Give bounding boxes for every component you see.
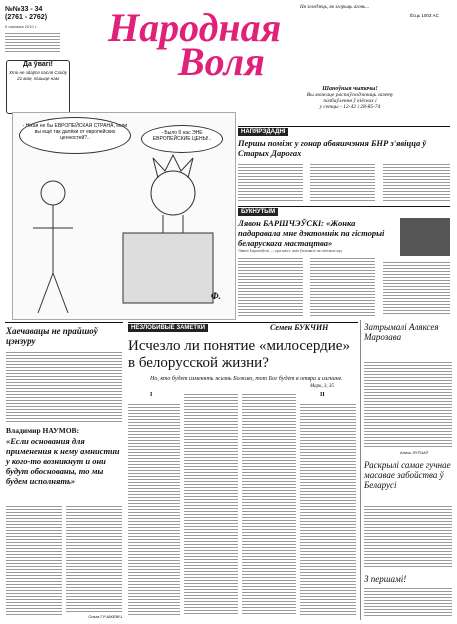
section-2-col-1 xyxy=(238,256,303,316)
main-col-2 xyxy=(184,392,238,616)
left-text-1 xyxy=(6,350,122,422)
section-1-col-3 xyxy=(383,162,450,202)
issue-info-text xyxy=(5,31,60,53)
right-title-2: Раскрылі самае гучнае масавае забойства ў Беларусі xyxy=(364,460,451,490)
teaser-title: Да ўвагі! xyxy=(22,61,53,68)
top-right-note: Ёсць 1003 АС xyxy=(410,13,439,18)
issue-date: 5 сакавіка 2010 г. xyxy=(5,24,37,29)
announcement-line-2: Вы можаце распаўсюджваць газету xyxy=(306,92,394,98)
right-text-3 xyxy=(364,586,452,618)
left-label-1: Хаечавацы не прайшоў цэнзуру xyxy=(6,326,98,346)
section-1-col-2 xyxy=(310,162,375,202)
main-epigraph: Но, кто будет изменять жизнь Божию, тот Бог будет в отвра и изгнане. xyxy=(150,376,343,382)
section-2-sub: Лявон Баршчэўскі — пра кнігі, якія ўплывалі на светапогляд xyxy=(238,248,342,253)
left-divider xyxy=(5,322,123,323)
main-col-4 xyxy=(300,402,356,616)
divider-1 xyxy=(238,126,450,127)
left-text-2a xyxy=(6,504,62,616)
right-title-1: Затрымалі Аляксея Марозава xyxy=(364,322,439,342)
main-part-2: II xyxy=(320,392,325,398)
right-title-3: З першамі! xyxy=(364,574,407,584)
teaser-text: Хто не здаўся пасля Сходу 21 мая, пішыце нам xyxy=(9,70,67,81)
cartoon-drawing xyxy=(13,153,235,319)
main-col-1 xyxy=(128,402,180,616)
masthead-title-line1: Народная xyxy=(108,5,282,50)
section-2-label: БУКНУТЫМ xyxy=(238,208,278,216)
right-col-rule xyxy=(360,320,361,620)
right-text-1 xyxy=(364,360,452,448)
main-col-3 xyxy=(242,392,296,616)
section-1-headline: Першы поміж у гонар абвяшчэння БНР з'явіцца ў Старых Дарогах xyxy=(238,138,427,158)
section-1-label: НАПЯРЭДАДНІ xyxy=(238,128,288,136)
main-author: Семен БУКЧИН xyxy=(270,323,329,332)
portrait-photo xyxy=(400,218,450,256)
right-text-2 xyxy=(364,504,452,568)
main-epigraph-source: Марк, 3, 35 xyxy=(310,384,334,389)
divider-2 xyxy=(238,206,450,207)
section-1-col-1 xyxy=(238,162,303,202)
announcement-line-1: Шаноўныя чытачы! xyxy=(322,86,378,92)
section-2-col-3 xyxy=(383,260,450,316)
section-2-col-2 xyxy=(310,256,375,316)
motto-top: Ня згледзець, як згорыць агонь... xyxy=(300,5,370,10)
main-headline: Исчезло ли понятие «милосердие» в белорусской жизни? xyxy=(128,338,350,371)
section-2-headline: Лявон БАРШЧЭЎСКІ: «Жонка падаравала мне дэктомнік па гісторыі беларускага мастацтва» xyxy=(238,218,385,248)
masthead-title-line2: Воля xyxy=(178,39,265,84)
right-footer-sign: Алесь ЛУПЧАЎ xyxy=(400,450,429,455)
cartoon xyxy=(12,112,236,320)
announcement-line-4: у сетцы - 12-42 і 28-85-74 xyxy=(319,104,381,110)
issue-number: №№33 - 34 xyxy=(5,6,43,13)
cartoon-bubble-left: - Нікая не бы ЕВРОПЕЙСКАЯ СТРАНА, если вы ещё так далёки от европейских ценностей?.. xyxy=(19,117,131,154)
issue-range: (2761 - 2762) xyxy=(5,14,48,21)
left-text-2b xyxy=(66,504,122,612)
main-part-1: I xyxy=(150,392,153,398)
teaser-box xyxy=(6,60,70,114)
left-signature: Ольга ГУЧАКЕВІЧ xyxy=(88,614,122,619)
left-quote: «Если основания для применения к нему амнистии у кого-то возникнут и они будут обоснованы, то мы будем исполнять» xyxy=(6,436,120,486)
cartoon-bubble-right: - Было б нас ЭНЕ ЕВРОПЕЙСКИЕ ЦЕНЫ!.. xyxy=(141,125,223,153)
main-rubric: НЕЗЛОБИВЫЕ ЗАМЕТКИ xyxy=(128,324,208,332)
cartoon-signature: Ф. xyxy=(211,291,221,301)
left-person: Владимир НАУМОВ: xyxy=(6,426,80,435)
announcement-line-3: пазбаўлення ў кіёсках і xyxy=(323,98,377,104)
announcement xyxy=(250,86,450,124)
